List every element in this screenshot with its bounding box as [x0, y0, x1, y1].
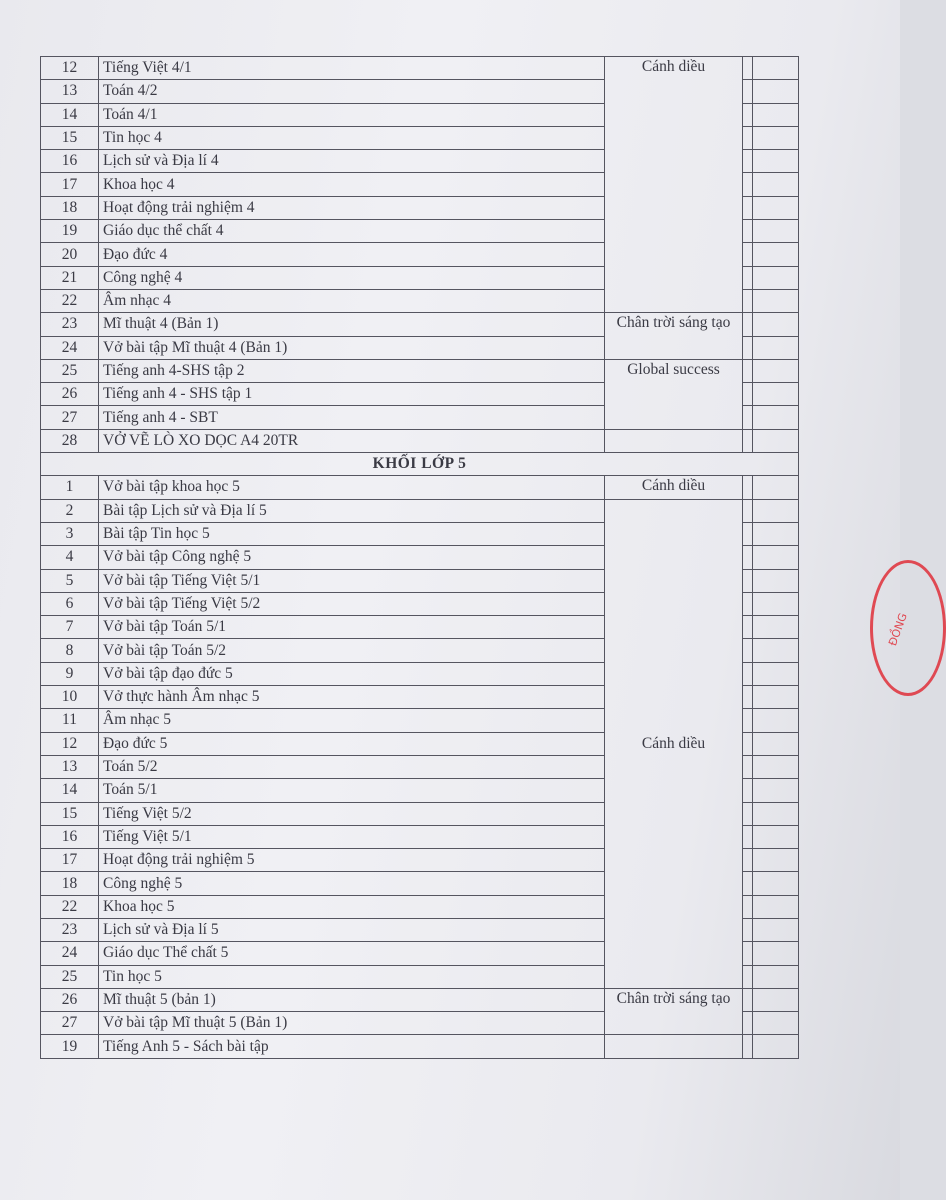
- book-title: Khoa học 4: [99, 173, 605, 196]
- empty-column: [743, 173, 753, 196]
- empty-column: [743, 429, 753, 452]
- empty-column: [753, 359, 799, 382]
- book-title: Vở bài tập Mĩ thuật 5 (Bản 1): [99, 1012, 605, 1035]
- empty-column: [743, 266, 753, 289]
- empty-column: [743, 755, 753, 778]
- publisher-cell: Cánh diều: [605, 476, 743, 499]
- row-number: 17: [41, 173, 99, 196]
- book-title: Vở bài tập đạo đức 5: [99, 662, 605, 685]
- red-seal-stamp: ĐỒNG: [870, 560, 946, 696]
- row-number: 20: [41, 243, 99, 266]
- row-number: 25: [41, 965, 99, 988]
- empty-column: [753, 662, 799, 685]
- row-number: 16: [41, 150, 99, 173]
- row-number: 25: [41, 359, 99, 382]
- book-title: Lịch sử và Địa lí 5: [99, 918, 605, 941]
- empty-column: [753, 686, 799, 709]
- book-title: Tin học 5: [99, 965, 605, 988]
- empty-column: [743, 57, 753, 80]
- empty-column: [743, 522, 753, 545]
- empty-column: [743, 289, 753, 312]
- row-number: 14: [41, 779, 99, 802]
- empty-column: [743, 196, 753, 219]
- empty-column: [743, 872, 753, 895]
- table-row: [41, 476, 799, 499]
- empty-column: [753, 406, 799, 429]
- book-title: Âm nhạc 5: [99, 709, 605, 732]
- row-number: 13: [41, 80, 99, 103]
- section-row: [41, 453, 799, 476]
- row-number: 15: [41, 126, 99, 149]
- book-title: Vở bài tập Tiếng Việt 5/2: [99, 592, 605, 615]
- row-number: 22: [41, 895, 99, 918]
- book-title: Toán 4/2: [99, 80, 605, 103]
- empty-column: [753, 895, 799, 918]
- empty-column: [743, 942, 753, 965]
- book-title: Giáo dục Thể chất 5: [99, 942, 605, 965]
- row-number: 3: [41, 522, 99, 545]
- row-number: 9: [41, 662, 99, 685]
- row-number: 10: [41, 686, 99, 709]
- row-number: 18: [41, 872, 99, 895]
- book-title: Khoa học 5: [99, 895, 605, 918]
- row-number: 18: [41, 196, 99, 219]
- book-title: Giáo dục thể chất 4: [99, 220, 605, 243]
- empty-column: [753, 802, 799, 825]
- empty-column: [753, 872, 799, 895]
- row-number: 15: [41, 802, 99, 825]
- empty-column: [743, 988, 753, 1011]
- empty-column: [743, 383, 753, 406]
- empty-column: [753, 57, 799, 80]
- empty-column: [743, 406, 753, 429]
- empty-column: [753, 336, 799, 359]
- row-number: 6: [41, 592, 99, 615]
- empty-column: [743, 779, 753, 802]
- empty-column: [743, 802, 753, 825]
- empty-column: [753, 779, 799, 802]
- empty-column: [753, 1035, 799, 1058]
- row-number: 17: [41, 849, 99, 872]
- empty-column: [753, 965, 799, 988]
- row-number: 23: [41, 313, 99, 336]
- publisher-cell: Global success: [605, 359, 743, 429]
- row-number: 27: [41, 406, 99, 429]
- empty-column: [753, 429, 799, 452]
- empty-column: [743, 895, 753, 918]
- table-row: [41, 1035, 799, 1058]
- empty-column: [753, 942, 799, 965]
- publisher-cell: Chân trời sáng tạo: [605, 313, 743, 360]
- row-number: 22: [41, 289, 99, 312]
- book-title: VỞ VẼ LÒ XO DỌC A4 20TR: [99, 429, 605, 452]
- empty-column: [743, 639, 753, 662]
- empty-column: [743, 662, 753, 685]
- empty-column: [743, 150, 753, 173]
- book-title: Hoạt động trải nghiệm 5: [99, 849, 605, 872]
- empty-column: [743, 825, 753, 848]
- book-title: Vở bài tập Công nghệ 5: [99, 546, 605, 569]
- empty-column: [753, 476, 799, 499]
- book-title: Tiếng Anh 5 - Sách bài tập: [99, 1035, 605, 1058]
- row-number: 24: [41, 336, 99, 359]
- empty-column: [743, 686, 753, 709]
- empty-column: [743, 546, 753, 569]
- empty-column: [743, 313, 753, 336]
- book-title: Tin học 4: [99, 126, 605, 149]
- empty-column: [743, 569, 753, 592]
- textbook-list-table: [40, 56, 799, 1059]
- book-title: Tiếng anh 4 - SHS tập 1: [99, 383, 605, 406]
- empty-column: [753, 639, 799, 662]
- empty-column: [743, 616, 753, 639]
- book-title: Đạo đức 4: [99, 243, 605, 266]
- empty-column: [743, 849, 753, 872]
- row-number: 26: [41, 383, 99, 406]
- row-number: 24: [41, 942, 99, 965]
- book-title: Tiếng anh 4-SHS tập 2: [99, 359, 605, 382]
- publisher-cell: [605, 1035, 743, 1058]
- empty-column: [743, 499, 753, 522]
- empty-column: [753, 918, 799, 941]
- row-number: 5: [41, 569, 99, 592]
- empty-column: [753, 522, 799, 545]
- empty-column: [753, 103, 799, 126]
- empty-column: [753, 825, 799, 848]
- table-row: [41, 499, 799, 522]
- empty-column: [753, 616, 799, 639]
- row-number: 8: [41, 639, 99, 662]
- empty-column: [753, 243, 799, 266]
- empty-column: [743, 709, 753, 732]
- book-title: Lịch sử và Địa lí 4: [99, 150, 605, 173]
- book-title: Tiếng Việt 5/1: [99, 825, 605, 848]
- publisher-cell: Cánh diều: [605, 57, 743, 313]
- book-title: Mĩ thuật 5 (bản 1): [99, 988, 605, 1011]
- table-row: [41, 988, 799, 1011]
- row-number: 13: [41, 755, 99, 778]
- publisher-cell: [605, 429, 743, 452]
- book-title: Vở thực hành Âm nhạc 5: [99, 686, 605, 709]
- empty-column: [743, 126, 753, 149]
- empty-column: [743, 336, 753, 359]
- row-number: 21: [41, 266, 99, 289]
- empty-column: [753, 988, 799, 1011]
- book-title: Toán 4/1: [99, 103, 605, 126]
- empty-column: [753, 546, 799, 569]
- table-row: [41, 359, 799, 382]
- empty-column: [743, 1012, 753, 1035]
- row-number: 7: [41, 616, 99, 639]
- row-number: 27: [41, 1012, 99, 1035]
- row-number: 23: [41, 918, 99, 941]
- empty-column: [753, 1012, 799, 1035]
- book-title: Vở bài tập Toán 5/2: [99, 639, 605, 662]
- empty-column: [753, 709, 799, 732]
- row-number: 28: [41, 429, 99, 452]
- publisher-cell: Chân trời sáng tạo: [605, 988, 743, 1035]
- empty-column: [743, 476, 753, 499]
- empty-column: [743, 965, 753, 988]
- book-title: Mĩ thuật 4 (Bản 1): [99, 313, 605, 336]
- empty-column: [753, 383, 799, 406]
- empty-column: [753, 755, 799, 778]
- row-number: 26: [41, 988, 99, 1011]
- empty-column: [753, 266, 799, 289]
- publisher-cell: Cánh diều: [605, 499, 743, 988]
- row-number: 14: [41, 103, 99, 126]
- row-number: 12: [41, 732, 99, 755]
- empty-column: [753, 289, 799, 312]
- row-number: 19: [41, 220, 99, 243]
- empty-column: [743, 220, 753, 243]
- empty-column: [743, 243, 753, 266]
- empty-column: [743, 1035, 753, 1058]
- empty-column: [753, 313, 799, 336]
- book-title: Công nghệ 4: [99, 266, 605, 289]
- row-number: 1: [41, 476, 99, 499]
- row-number: 2: [41, 499, 99, 522]
- empty-column: [753, 150, 799, 173]
- row-number: 19: [41, 1035, 99, 1058]
- empty-column: [753, 80, 799, 103]
- book-title: Vở bài tập Toán 5/1: [99, 616, 605, 639]
- empty-column: [743, 732, 753, 755]
- book-title: Vở bài tập Tiếng Việt 5/1: [99, 569, 605, 592]
- row-number: 4: [41, 546, 99, 569]
- empty-column: [753, 499, 799, 522]
- book-title: Toán 5/2: [99, 755, 605, 778]
- empty-column: [753, 569, 799, 592]
- row-number: 12: [41, 57, 99, 80]
- row-number: 11: [41, 709, 99, 732]
- empty-column: [743, 592, 753, 615]
- empty-column: [743, 80, 753, 103]
- row-number: 16: [41, 825, 99, 848]
- empty-column: [753, 220, 799, 243]
- book-title: Đạo đức 5: [99, 732, 605, 755]
- empty-column: [753, 732, 799, 755]
- book-title: Vở bài tập khoa học 5: [99, 476, 605, 499]
- empty-column: [743, 103, 753, 126]
- book-title: Âm nhạc 4: [99, 289, 605, 312]
- table-row: [41, 57, 799, 80]
- book-title: Tiếng Việt 5/2: [99, 802, 605, 825]
- empty-column: [753, 126, 799, 149]
- empty-column: [753, 849, 799, 872]
- book-title: Tiếng Việt 4/1: [99, 57, 605, 80]
- book-title: Tiếng anh 4 - SBT: [99, 406, 605, 429]
- section-heading: KHỐI LỚP 5: [41, 453, 799, 476]
- book-title: Công nghệ 5: [99, 872, 605, 895]
- empty-column: [753, 173, 799, 196]
- empty-column: [743, 918, 753, 941]
- table-row: [41, 429, 799, 452]
- table-row: [41, 313, 799, 336]
- book-title: Vở bài tập Mĩ thuật 4 (Bản 1): [99, 336, 605, 359]
- book-title: Toán 5/1: [99, 779, 605, 802]
- book-title: Bài tập Tin học 5: [99, 522, 605, 545]
- book-title: Hoạt động trải nghiệm 4: [99, 196, 605, 219]
- empty-column: [743, 359, 753, 382]
- book-title: Bài tập Lịch sử và Địa lí 5: [99, 499, 605, 522]
- empty-column: [753, 592, 799, 615]
- empty-column: [753, 196, 799, 219]
